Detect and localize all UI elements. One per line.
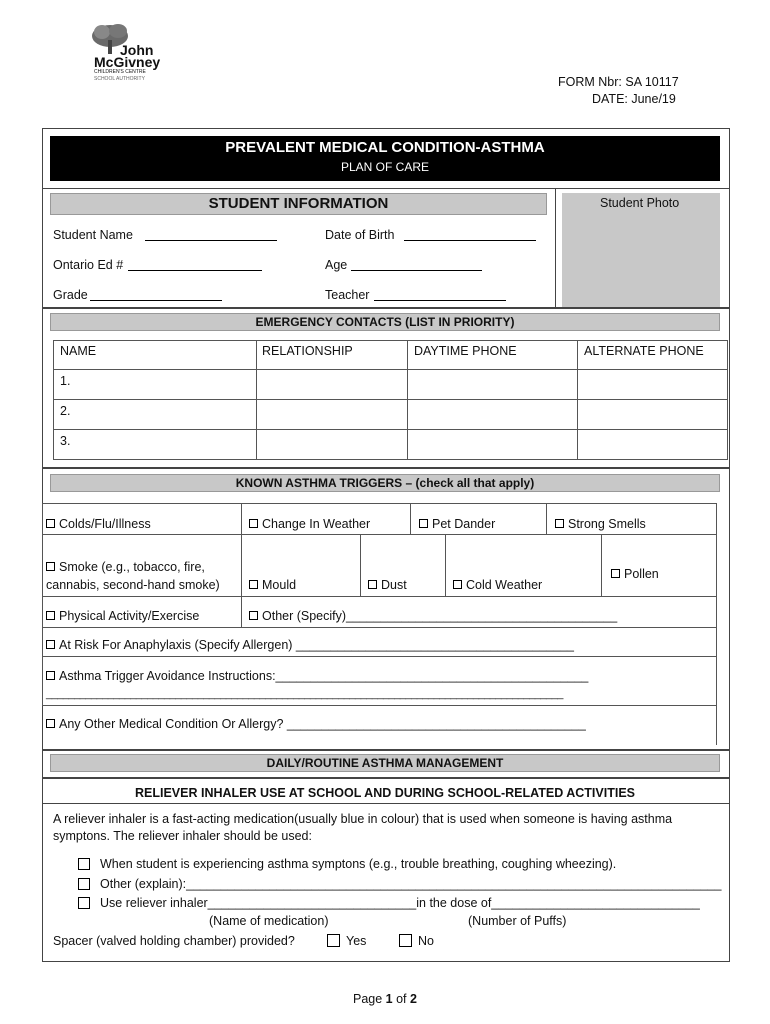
emergency-header-relationship [256, 340, 408, 370]
trigger-pet-label: Pet Dander [432, 517, 496, 531]
divider [716, 705, 717, 745]
trigger-avoidance-line2[interactable]: ____________________________________________________________________________________________ [46, 688, 563, 700]
reliever-option-1-label: When student is experiencing asthma symptons (e.g., trouble breathing, coughing wheezing). [100, 857, 617, 871]
puffs-caption: (Number of Puffs) [468, 914, 567, 928]
trigger-avoidance-label: Asthma Trigger Avoidance Instructions:_____________________________________________ [59, 669, 589, 683]
col-relationship: RELATIONSHIP [262, 344, 353, 358]
checkbox-icon[interactable] [46, 562, 55, 571]
student-name-label: Student Name [53, 228, 133, 242]
checkbox-icon[interactable] [46, 719, 55, 728]
page-total: 2 [410, 992, 417, 1006]
table-cell[interactable] [256, 369, 408, 400]
trigger-pollen-label: Pollen [624, 567, 659, 581]
grade-label: Grade [53, 288, 88, 302]
trigger-physical[interactable] [46, 609, 199, 623]
divider [410, 503, 411, 535]
spacer-no[interactable] [399, 934, 434, 948]
reliever-option-3[interactable] [78, 896, 700, 910]
trigger-weather-label: Change In Weather [262, 517, 371, 531]
row-number: 2. [60, 404, 71, 418]
page-of: of [392, 992, 410, 1006]
reliever-option-2-label: Other (explain):_____________________________________________________________________________ [100, 877, 722, 891]
trigger-mould-label: Mould [262, 578, 297, 592]
daily-heading: DAILY/ROUTINE ASTHMA MANAGEMENT [50, 754, 720, 772]
age-field[interactable] [351, 270, 482, 271]
table-row[interactable] [53, 399, 257, 430]
spacer-yes[interactable] [327, 934, 366, 948]
trigger-colds-label: Colds/Flu/Illness [59, 517, 151, 531]
col-alternate: ALTERNATE PHONE [584, 344, 704, 358]
emergency-header-name [53, 340, 257, 370]
divider-photo [555, 188, 556, 308]
logo-centre: CHILDREN'S CENTRE [94, 69, 146, 75]
trigger-other[interactable] [249, 609, 617, 623]
spacer-no-label: No [418, 934, 434, 948]
trigger-colds[interactable] [46, 517, 151, 531]
emergency-header-alternate [577, 340, 728, 370]
emergency-header-daytime [407, 340, 578, 370]
col-name: NAME [60, 344, 97, 358]
page-prefix: Page [353, 992, 386, 1006]
spacer-question: Spacer (valved holding chamber) provided? [53, 934, 295, 948]
trigger-mould[interactable] [249, 578, 296, 592]
page-current: 1 [385, 992, 393, 1006]
trigger-weather[interactable] [249, 517, 370, 531]
trigger-smoke[interactable] [46, 560, 205, 574]
reliever-paragraph-1: A reliever inhaler is a fast-acting medication(usually blue in colour) that is used when someone is having asthma [53, 812, 673, 826]
table-row[interactable] [53, 429, 257, 460]
trigger-dust-label: Dust [381, 578, 407, 592]
medication-name-caption: (Name of medication) [209, 914, 329, 928]
emergency-heading: EMERGENCY CONTACTS (LIST IN PRIORITY) [50, 313, 720, 331]
checkbox-icon[interactable] [78, 878, 90, 890]
trigger-smoke-line2: cannabis, second-hand smoke) [46, 578, 220, 592]
triggers-heading: KNOWN ASTHMA TRIGGERS – (check all that apply) [50, 474, 720, 492]
divider [360, 534, 361, 597]
trigger-avoidance[interactable] [46, 669, 588, 683]
teacher-label: Teacher [325, 288, 370, 302]
divider [241, 503, 242, 535]
checkbox-icon[interactable] [249, 611, 258, 620]
spacer-yes-label: Yes [346, 934, 367, 948]
logo-authority: SCHOOL AUTHORITY [94, 76, 145, 82]
checkbox-icon[interactable] [399, 934, 412, 947]
trigger-cold-weather[interactable] [453, 578, 542, 592]
page-title: PREVALENT MEDICAL CONDITION-ASTHMA [225, 139, 545, 156]
checkbox-icon[interactable] [368, 580, 377, 589]
trigger-physical-label: Physical Activity/Exercise [59, 609, 200, 623]
table-cell[interactable] [256, 399, 408, 430]
table-cell[interactable] [407, 429, 578, 460]
student-photo-box [562, 193, 720, 307]
trigger-dust[interactable] [368, 578, 407, 592]
student-photo-label: Student Photo [600, 196, 680, 210]
checkbox-icon[interactable] [327, 934, 340, 947]
checkbox-icon[interactable] [78, 858, 90, 870]
checkbox-icon[interactable] [78, 897, 90, 909]
ontario-label: Ontario Ed # [53, 258, 124, 272]
trigger-pollen[interactable] [611, 567, 659, 581]
col-daytime: DAYTIME PHONE [414, 344, 517, 358]
checkbox-icon[interactable] [249, 580, 258, 589]
checkbox-icon[interactable] [419, 519, 428, 528]
table-row[interactable] [53, 369, 257, 400]
trigger-other-condition[interactable] [46, 717, 586, 731]
checkbox-icon[interactable] [249, 519, 258, 528]
checkbox-icon[interactable] [46, 671, 55, 680]
logo [88, 22, 178, 84]
table-cell[interactable] [577, 369, 728, 400]
table-cell[interactable] [577, 399, 728, 430]
divider [241, 534, 242, 597]
trigger-smells-label: Strong Smells [568, 517, 646, 531]
divider [601, 534, 602, 597]
grade-field[interactable] [90, 300, 222, 301]
dob-label: Date of Birth [325, 228, 395, 242]
reliever-option-2[interactable] [78, 877, 721, 891]
table-cell[interactable] [256, 429, 408, 460]
divider [445, 534, 446, 597]
checkbox-icon[interactable] [453, 580, 462, 589]
table-cell[interactable] [407, 369, 578, 400]
trigger-other-label: Other (Specify)_______________________________________ [262, 609, 618, 623]
checkbox-icon[interactable] [46, 611, 55, 620]
trigger-smells[interactable] [555, 517, 646, 531]
logo-john: John [120, 42, 154, 58]
title-bar [50, 136, 720, 181]
reliever-heading: RELIEVER INHALER USE AT SCHOOL AND DURING SCHOOL-RELATED ACTIVITIES [134, 786, 636, 800]
row-number: 3. [60, 434, 71, 448]
teacher-field[interactable] [374, 300, 506, 301]
dob-field[interactable] [404, 240, 536, 241]
ontario-field[interactable] [128, 270, 262, 271]
trigger-anaphylaxis-label: At Risk For Anaphylaxis (Specify Allergen) ________________________________________ [59, 638, 574, 652]
checkbox-icon[interactable] [555, 519, 564, 528]
trigger-other-condition-label: Any Other Medical Condition Or Allergy? ___________________________________________ [59, 717, 586, 731]
age-label: Age [325, 258, 348, 272]
divider [546, 503, 547, 535]
row-number: 1. [60, 374, 71, 388]
form-date: DATE: June/19 [592, 92, 676, 106]
trigger-smoke-label: Smoke (e.g., tobacco, fire, [59, 560, 205, 574]
page-number [353, 992, 417, 1006]
table-cell[interactable] [577, 429, 728, 460]
divider [241, 596, 242, 628]
reliever-option-1[interactable] [78, 857, 616, 871]
trigger-anaphylaxis[interactable] [46, 638, 574, 652]
trigger-pet[interactable] [419, 517, 495, 531]
checkbox-icon[interactable] [46, 640, 55, 649]
student-info-heading: STUDENT INFORMATION [50, 193, 547, 215]
reliever-paragraph-2: symptons. The reliever inhaler should be used: [53, 829, 312, 843]
checkbox-icon[interactable] [46, 519, 55, 528]
logo-mcgivney: McGivney [94, 54, 161, 70]
student-name-field[interactable] [145, 240, 277, 241]
table-cell[interactable] [407, 399, 578, 430]
form-number: FORM Nbr: SA 10117 [558, 75, 679, 89]
page-subtitle: PLAN OF CARE [340, 160, 430, 174]
trigger-cold-weather-label: Cold Weather [466, 578, 543, 592]
reliever-option-3-label: Use reliever inhaler______________________________in the dose of______________________________ [100, 896, 700, 910]
checkbox-icon[interactable] [611, 569, 620, 578]
